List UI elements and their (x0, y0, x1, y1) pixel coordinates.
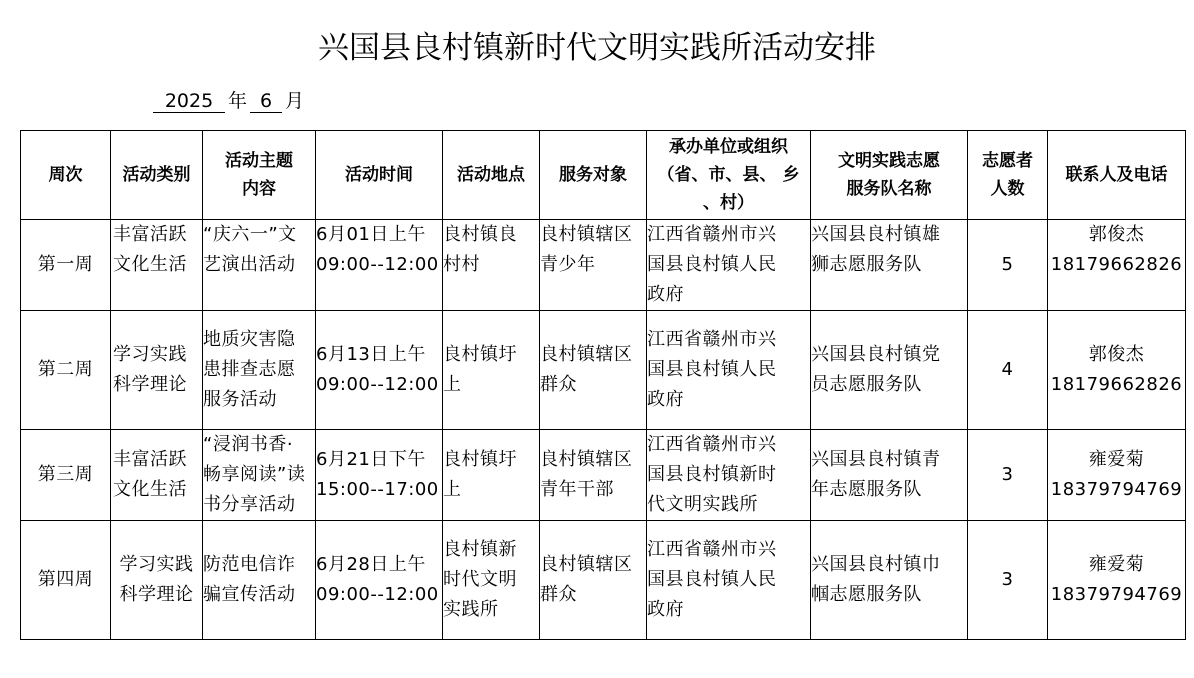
page-title: 兴国县良村镇新时代文明实践所活动安排 (318, 30, 876, 66)
header-contact: 联系人及电话 (1048, 131, 1186, 220)
cell-contact: 郭俊杰 18179662826 (1048, 311, 1186, 430)
table-row (21, 430, 1186, 521)
table-row (21, 220, 1186, 311)
header-organizer: 承办单位或组织 （省、市、县、 乡 、村） (647, 131, 811, 220)
date-line (153, 88, 307, 114)
table-row (21, 521, 1186, 640)
cell-place: 良村镇新 时代文明 实践所 (443, 521, 540, 640)
table-row (21, 311, 1186, 430)
cell-volunteer-count: 5 (968, 220, 1048, 311)
cell-contact: 郭俊杰 18179662826 (1048, 220, 1186, 311)
cell-category: 丰富活跃 文化生活 (111, 220, 203, 311)
cell-week: 第二周 (21, 311, 111, 430)
date-year-unit: 年 (228, 90, 248, 112)
cell-theme: “庆六一”文 艺演出活动 (203, 220, 316, 311)
cell-organizer: 江西省赣州市兴 国县良村镇人民 政府 (647, 311, 811, 430)
cell-place: 良村镇良 村村 (443, 220, 540, 311)
cell-place: 良村镇圩 上 (443, 430, 540, 521)
header-theme: 活动主题 内容 (203, 131, 316, 220)
cell-time: 6月01日上午 09:00--12:00 (316, 220, 443, 311)
cell-contact: 雍爱菊 18379794769 (1048, 521, 1186, 640)
cell-theme: 地质灾害隐 患排查志愿 服务活动 (203, 311, 316, 430)
date-year: 2025 (153, 90, 225, 113)
header-category: 活动类别 (111, 131, 203, 220)
cell-volunteer-team: 兴国县良村镇青 年志愿服务队 (811, 430, 968, 521)
cell-place: 良村镇圩 上 (443, 311, 540, 430)
cell-audience: 良村镇辖区 青年干部 (540, 430, 647, 521)
cell-category: 学习实践 科学理论 (111, 311, 203, 430)
cell-organizer: 江西省赣州市兴 国县良村镇人民 政府 (647, 521, 811, 640)
cell-week: 第三周 (21, 430, 111, 521)
cell-audience: 良村镇辖区 青少年 (540, 220, 647, 311)
cell-volunteer-team: 兴国县良村镇雄 狮志愿服务队 (811, 220, 968, 311)
cell-time: 6月28日上午 09:00--12:00 (316, 521, 443, 640)
date-month: 6 (250, 90, 282, 113)
cell-audience: 良村镇辖区 群众 (540, 311, 647, 430)
cell-volunteer-count: 3 (968, 521, 1048, 640)
header-volunteer-team: 文明实践志愿 服务队名称 (811, 131, 968, 220)
cell-contact: 雍爱菊 18379794769 (1048, 430, 1186, 521)
cell-volunteer-count: 4 (968, 311, 1048, 430)
cell-theme: 防范电信诈 骗宣传活动 (203, 521, 316, 640)
table-header-row (21, 131, 1186, 220)
cell-week: 第四周 (21, 521, 111, 640)
cell-category: 丰富活跃 文化生活 (111, 430, 203, 521)
cell-organizer: 江西省赣州市兴 国县良村镇新时 代文明实践所 (647, 430, 811, 521)
cell-audience: 良村镇辖区 群众 (540, 521, 647, 640)
date-month-unit: 月 (285, 90, 305, 112)
header-audience: 服务对象 (540, 131, 647, 220)
cell-time: 6月21日下午 15:00--17:00 (316, 430, 443, 521)
cell-organizer: 江西省赣州市兴 国县良村镇人民 政府 (647, 220, 811, 311)
cell-week: 第一周 (21, 220, 111, 311)
cell-time: 6月13日上午 09:00--12:00 (316, 311, 443, 430)
cell-volunteer-count: 3 (968, 430, 1048, 521)
cell-theme: “浸润书香· 畅享阅读”读 书分享活动 (203, 430, 316, 521)
schedule-table (20, 130, 1186, 640)
cell-category: 学习实践 科学理论 (111, 521, 203, 640)
cell-volunteer-team: 兴国县良村镇党 员志愿服务队 (811, 311, 968, 430)
header-week: 周次 (21, 131, 111, 220)
header-time: 活动时间 (316, 131, 443, 220)
header-volunteer-count: 志愿者 人数 (968, 131, 1048, 220)
cell-volunteer-team: 兴国县良村镇巾 帼志愿服务队 (811, 521, 968, 640)
header-place: 活动地点 (443, 131, 540, 220)
